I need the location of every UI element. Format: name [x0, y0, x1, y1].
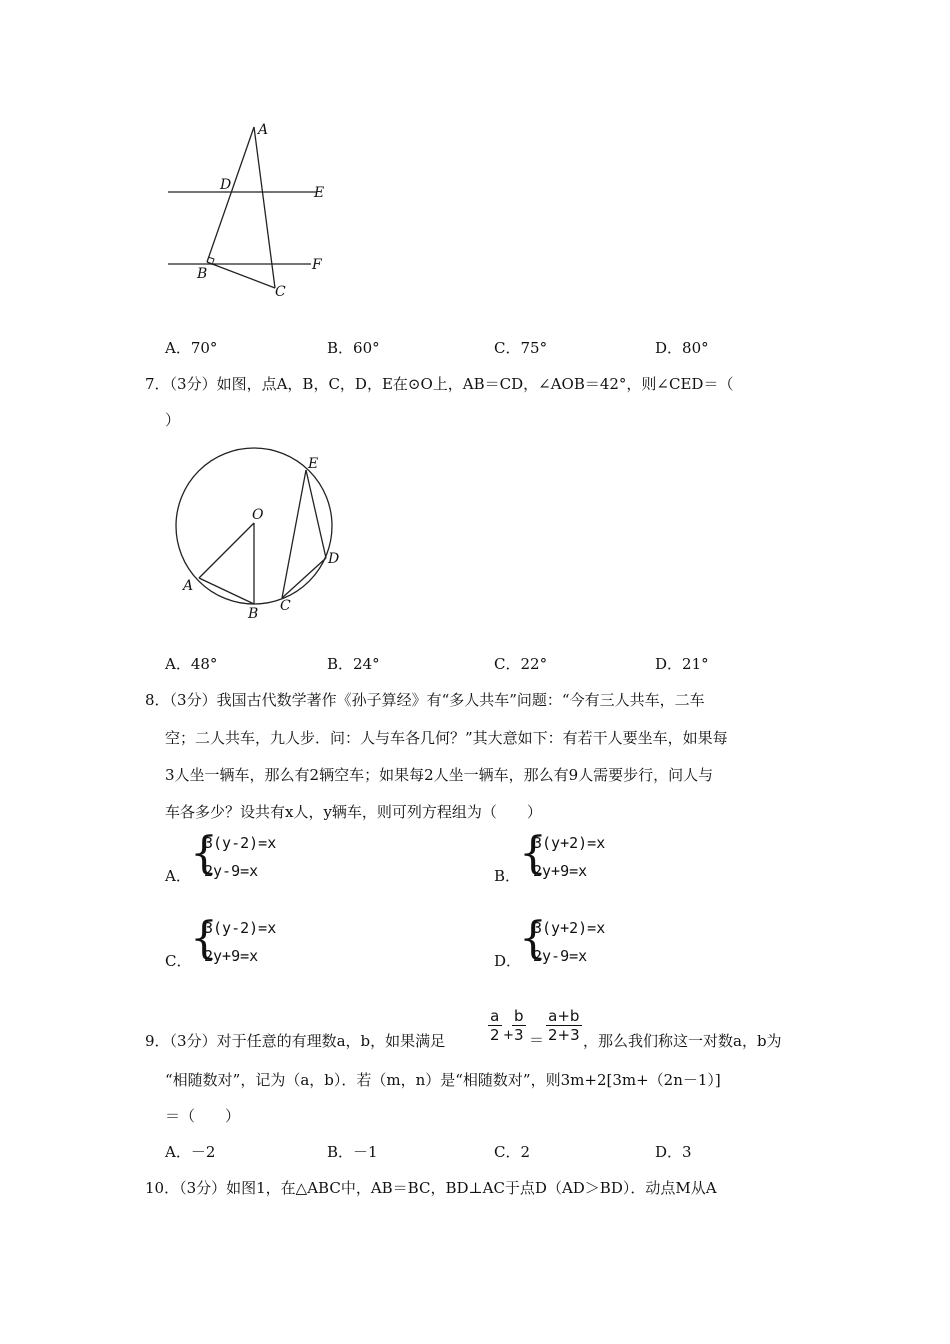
fraction-sum: [546, 1007, 582, 1044]
q7-stem-line1: 7．（3分）如图，点A，B，C，D，E在⊙O上，AB＝CD，∠AOB＝42°，则∠CED＝（: [145, 375, 734, 393]
q9-option-b[interactable]: B．－1: [327, 1143, 378, 1161]
segment-ab: [199, 578, 254, 604]
label-a: A: [183, 578, 194, 594]
q7-stem-line2: ）: [165, 411, 181, 429]
q7-option-d[interactable]: D．21°: [655, 655, 709, 673]
label-a: A: [258, 122, 269, 138]
equation-2: 2y+9=x: [533, 862, 588, 880]
q8-stem-line1: 8．（3分）我国古代数学著作《孙子算经》有“多人共车”问题：“今有三人共车，二车: [145, 691, 705, 709]
q6-option-c[interactable]: C．75°: [494, 339, 548, 357]
segment-ed: [306, 470, 326, 558]
q8-option-c-label[interactable]: C．: [165, 952, 192, 970]
q7-option-b[interactable]: B．24°: [327, 655, 380, 673]
equation-1: 3(y+2)=x: [533, 919, 606, 937]
label-b: B: [248, 606, 259, 622]
equation-2: 2y-9=x: [533, 947, 588, 965]
q9-option-c[interactable]: C．2: [494, 1143, 531, 1161]
q6-option-b[interactable]: B．60°: [327, 339, 380, 357]
label-d: D: [220, 177, 232, 193]
fraction-numerator: a+b: [546, 1007, 582, 1026]
q8-option-d-system[interactable]: [519, 915, 639, 971]
q9-stem-line3: ＝（ ）: [165, 1107, 241, 1125]
q8-option-a-label[interactable]: A．: [165, 867, 191, 885]
q9-stem-prefix: 9．（3分）对于任意的有理数a，b，如果满足: [145, 1032, 446, 1050]
q9-option-a[interactable]: A．－2: [165, 1143, 216, 1161]
fraction-numerator: a: [488, 1007, 502, 1026]
q8-option-b-label[interactable]: B．: [494, 867, 521, 885]
segment-bc: [207, 262, 275, 288]
brace-icon: {: [190, 828, 218, 879]
equation-1: 3(y+2)=x: [533, 834, 606, 852]
q6-figure: [160, 115, 340, 305]
q8-option-b-system[interactable]: [519, 830, 639, 886]
segment-ab: [207, 127, 254, 262]
q8-stem-line4: 车各多少？设共有x人，y辆车，则可列方程组为（ ）: [165, 803, 542, 821]
equation-2: 2y+9=x: [204, 947, 259, 965]
q6-option-d[interactable]: D．80°: [655, 339, 709, 357]
q8-option-a-system[interactable]: [190, 830, 310, 886]
equals-sign: ＝: [529, 1031, 545, 1049]
segment-oa: [199, 523, 254, 578]
label-c: C: [280, 598, 291, 614]
brace-icon: {: [519, 828, 547, 879]
q9-stem-suffix: ，那么我们称这一对数a，b为: [583, 1032, 782, 1050]
q9-stem-line2: “相随数对”，记为（a，b）．若（m，n）是“相随数对”，则3m+2[3m+（2n－1）]: [165, 1071, 721, 1089]
fraction-numerator: b: [512, 1007, 526, 1026]
q10-stem-line1: 10．（3分）如图1，在△ABC中，AB＝BC，BD⊥AC于点D（AD＞BD）．动点M从A: [145, 1179, 717, 1197]
q7-option-c[interactable]: C．22°: [494, 655, 548, 673]
fraction-denominator: 2+3: [548, 1026, 580, 1044]
equation-1: 3(y-2)=x: [204, 919, 277, 937]
q7-figure: [168, 444, 353, 624]
label-b: B: [197, 266, 208, 282]
fraction-a-over-2: [488, 1007, 502, 1044]
label-e: E: [308, 456, 319, 472]
brace-icon: {: [190, 913, 218, 964]
fraction-b-over-3: [512, 1007, 526, 1044]
label-d: D: [328, 551, 340, 567]
q8-stem-line2: 空；二人共车，九人步．问：人与车各几何？”其大意如下：有若干人要坐车，如果每: [165, 729, 728, 747]
fraction-denominator: 3: [514, 1026, 524, 1044]
fraction-denominator: 2: [490, 1026, 500, 1044]
label-f: F: [312, 257, 322, 273]
q7-option-a[interactable]: A．48°: [165, 655, 218, 673]
q8-stem-line3: 3人坐一辆车，那么有2辆空车；如果每2人坐一辆车，那么有9人需要步行，问人与: [165, 766, 714, 784]
equation-1: 3(y-2)=x: [204, 834, 277, 852]
q9-option-d[interactable]: D．3: [655, 1143, 692, 1161]
label-e: E: [314, 185, 325, 201]
q8-option-d-label[interactable]: D．: [494, 952, 522, 970]
q8-option-c-system[interactable]: [190, 915, 310, 971]
brace-icon: {: [519, 913, 547, 964]
label-c: C: [275, 284, 286, 300]
plus-sign: +: [503, 1028, 514, 1043]
label-o: O: [252, 507, 264, 523]
q6-option-a[interactable]: A．70°: [165, 339, 218, 357]
equation-2: 2y-9=x: [204, 862, 259, 880]
